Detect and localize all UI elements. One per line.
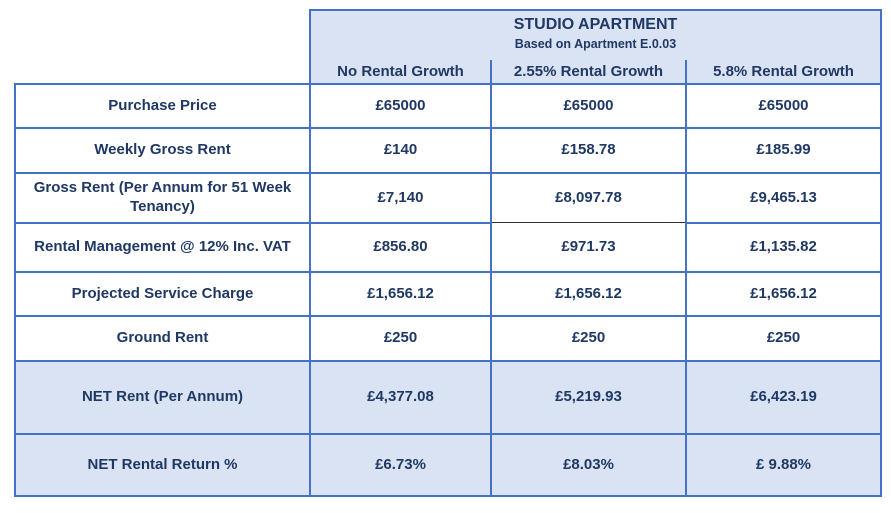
- row-label: NET Rental Return %: [87, 455, 238, 473]
- row-value: £185.99: [756, 141, 811, 159]
- row-value: £65000: [375, 96, 426, 114]
- row-label: NET Rent (Per Annum): [81, 388, 244, 406]
- row-value: £6,423.19: [750, 388, 817, 406]
- row-value: £9,465.13: [750, 188, 817, 206]
- row-value: £1,135.82: [750, 238, 817, 256]
- row-value: £158.78: [561, 141, 616, 159]
- row-value: £ 9.88%: [755, 455, 812, 473]
- grid-line: [880, 9, 882, 497]
- table-header: [310, 12, 881, 58]
- row-value: £856.80: [373, 238, 428, 256]
- row-label: Ground Rent: [116, 329, 209, 347]
- row-value: £5,219.93: [555, 388, 622, 406]
- row-label: Projected Service Charge: [71, 284, 254, 302]
- row-value: £65000: [563, 96, 614, 114]
- column-header-5-8-growth: 5.8% Rental Growth: [713, 62, 854, 80]
- table-subtitle: Based on Apartment E.0.03: [514, 37, 677, 52]
- row-value: £250: [766, 329, 801, 347]
- row-value: £6.73%: [375, 455, 426, 473]
- grid-line: [490, 222, 686, 223]
- row-value: £250: [383, 329, 418, 347]
- row-label: Weekly Gross Rent: [94, 141, 231, 159]
- row-value: £65000: [758, 96, 809, 114]
- grid-line: [15, 495, 882, 497]
- column-header-2-55-growth: 2.55% Rental Growth: [513, 62, 664, 80]
- row-value: £140: [383, 141, 418, 159]
- row-value: £971.73: [561, 238, 616, 256]
- row-value: £250: [571, 329, 606, 347]
- row-value: £1,656.12: [555, 284, 622, 302]
- row-value: £4,377.08: [367, 388, 434, 406]
- row-value: £8.03%: [563, 455, 614, 473]
- table-title: STUDIO APARTMENT: [513, 16, 678, 33]
- row-value: £1,656.12: [367, 284, 434, 302]
- row-label: Rental Management @ 12% Inc. VAT: [34, 238, 291, 256]
- row-value: £7,140: [377, 188, 424, 206]
- row-label: Purchase Price: [108, 96, 217, 114]
- column-header-no-growth: No Rental Growth: [337, 62, 464, 80]
- row-label: Gross Rent (Per Annum for 51 Week Tenancy): [33, 179, 292, 215]
- row-value: £8,097.78: [555, 188, 622, 206]
- row-value: £1,656.12: [750, 284, 817, 302]
- grid-line: [310, 9, 882, 11]
